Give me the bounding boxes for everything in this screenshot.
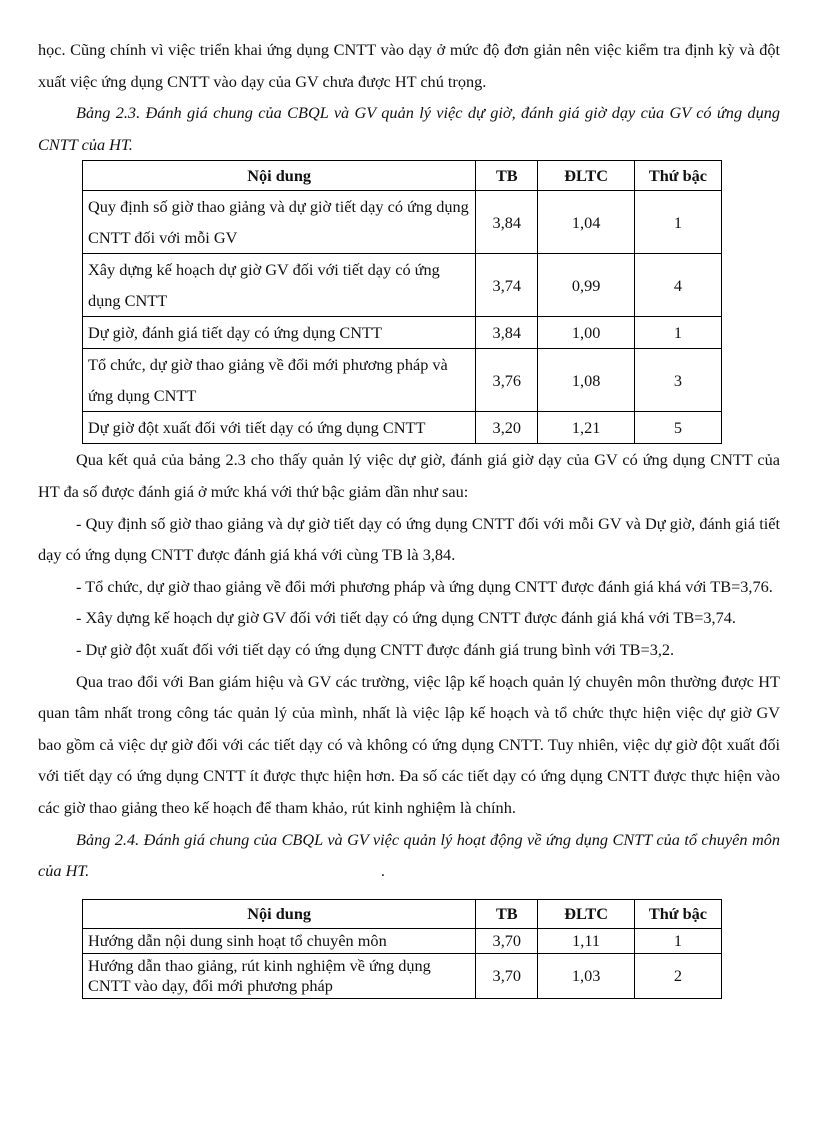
cell-thu-bac: 3 (634, 349, 721, 412)
header-dltc: ĐLTC (538, 161, 635, 191)
table-row (83, 953, 722, 998)
cell-dltc: 1,11 (538, 928, 635, 953)
cell-noi-dung: Xây dựng kế hoạch dự giờ GV đối với tiết dạy có ứng dụng CNTT (83, 254, 476, 317)
cell-dltc: 1,04 (538, 191, 635, 254)
table-row (83, 191, 722, 254)
cell-tb: 3,70 (476, 928, 538, 953)
table-row (83, 254, 722, 317)
cell-thu-bac: 5 (634, 412, 721, 444)
paragraph-result-summary: Qua kết quả của bảng 2.3 cho thấy quản lý việc dự giờ, đánh giá giờ dạy của GV có ứng dụng CNTT của HT đa số được đánh giá ở mức khá với thứ bậc giảm dần như sau: (38, 450, 780, 501)
table-header-row (83, 161, 722, 191)
header-tb: TB (476, 899, 538, 928)
cell-tb: 3,76 (476, 349, 538, 412)
table-row (83, 928, 722, 953)
header-thu-bac: Thứ bậc (634, 899, 721, 928)
cell-noi-dung: Hướng dẫn nội dung sinh hoạt tổ chuyên môn (83, 928, 476, 953)
paragraph-intro: học. Cũng chính vì việc triển khai ứng dụng CNTT vào dạy ở mức độ đơn giản nên việc kiểm tra định kỳ và đột xuất việc ứng dụng CNTT vào dạy của GV chưa được HT chú trọng. (38, 40, 780, 91)
document-page (38, 34, 780, 999)
cell-tb: 3,20 (476, 412, 538, 444)
paragraph-discussion: Qua trao đổi với Ban giám hiệu và GV các trường, việc lập kế hoạch quản lý chuyên môn thường được HT quan tâm nhất trong công tác quản lý của mình, nhất là việc lập kế hoạch và tổ chức thực hiện việc dự giờ GV bao gồm cả việc dự giờ đối với các tiết dạy có và không có ứng dụng CNTT. Tuy nhiên, việc dự giờ đột xuất đối với tiết dạy có ứng dụng CNTT ít được thực hiện hơn. Đa số các tiết dạy có ứng dụng CNTT được thực hiện vào các giờ thao giảng theo kế hoạch để tham khảo, rút kinh nghiệm là chính. (38, 671, 780, 817)
table-2-4-caption-text: Bảng 2.4. Đánh giá chung của CBQL và GV việc quản lý hoạt động về ứng dụng CNTT của tổ chuyên môn của HT. (38, 829, 780, 881)
table-row (83, 349, 722, 412)
cell-thu-bac: 1 (634, 191, 721, 254)
cell-tb: 3,74 (476, 254, 538, 317)
cell-noi-dung: Quy định số giờ thao giảng và dự giờ tiết dạy có ứng dụng CNTT đối với mỗi GV (83, 191, 476, 254)
cell-tb: 3,70 (476, 953, 538, 998)
header-dltc: ĐLTC (538, 899, 635, 928)
cell-thu-bac: 1 (634, 928, 721, 953)
cell-noi-dung: Dự giờ, đánh giá tiết dạy có ứng dụng CNTT (83, 317, 476, 349)
cell-thu-bac: 4 (634, 254, 721, 317)
stray-mark: . (381, 861, 386, 881)
cell-tb: 3,84 (476, 191, 538, 254)
header-thu-bac: Thứ bậc (634, 161, 721, 191)
cell-dltc: 1,21 (538, 412, 635, 444)
table-2-3-caption: Bảng 2.3. Đánh giá chung của CBQL và GV quản lý việc dự giờ, đánh giá giờ dạy của GV có ứng dụng CNTT của HT. (38, 103, 780, 154)
header-noi-dung: Nội dung (83, 899, 476, 928)
cell-tb: 3,84 (476, 317, 538, 349)
header-tb: TB (476, 161, 538, 191)
bullet-item: - Xây dựng kế hoạch dự giờ GV đối với tiết dạy có ứng dụng CNTT được đánh giá khá với TB=3,74. (76, 608, 736, 628)
table-2-4-caption (38, 824, 780, 887)
cell-noi-dung: Tổ chức, dự giờ thao giảng về đổi mới phương pháp và ứng dụng CNTT (83, 349, 476, 412)
bullet-item: - Dự giờ đột xuất đối với tiết dạy có ứng dụng CNTT được đánh giá trung bình với TB=3,2. (76, 639, 675, 659)
table-row (83, 317, 722, 349)
cell-dltc: 1,03 (538, 953, 635, 998)
bullet-item: - Tổ chức, dự giờ thao giảng về đổi mới phương pháp và ứng dụng CNTT được đánh giá khá với TB=3,76. (76, 576, 773, 596)
cell-thu-bac: 2 (634, 953, 721, 998)
cell-noi-dung: Hướng dẫn thao giảng, rút kinh nghiệm về ứng dụng CNTT vào dạy, đổi mới phương pháp (83, 953, 476, 998)
cell-dltc: 1,08 (538, 349, 635, 412)
cell-dltc: 1,00 (538, 317, 635, 349)
cell-noi-dung: Dự giờ đột xuất đối với tiết dạy có ứng dụng CNTT (83, 412, 476, 444)
table-row (83, 412, 722, 444)
header-noi-dung: Nội dung (83, 161, 476, 191)
table-header-row (83, 899, 722, 928)
cell-dltc: 0,99 (538, 254, 635, 317)
cell-thu-bac: 1 (634, 317, 721, 349)
table-2-3 (82, 160, 722, 444)
bullet-item: - Quy định số giờ thao giảng và dự giờ tiết dạy có ứng dụng CNTT đối với mỗi GV và Dự giờ, đánh giá tiết dạy có ứng dụng CNTT được đánh giá khá với cùng TB là 3,84. (38, 513, 780, 565)
table-2-4 (82, 899, 722, 999)
